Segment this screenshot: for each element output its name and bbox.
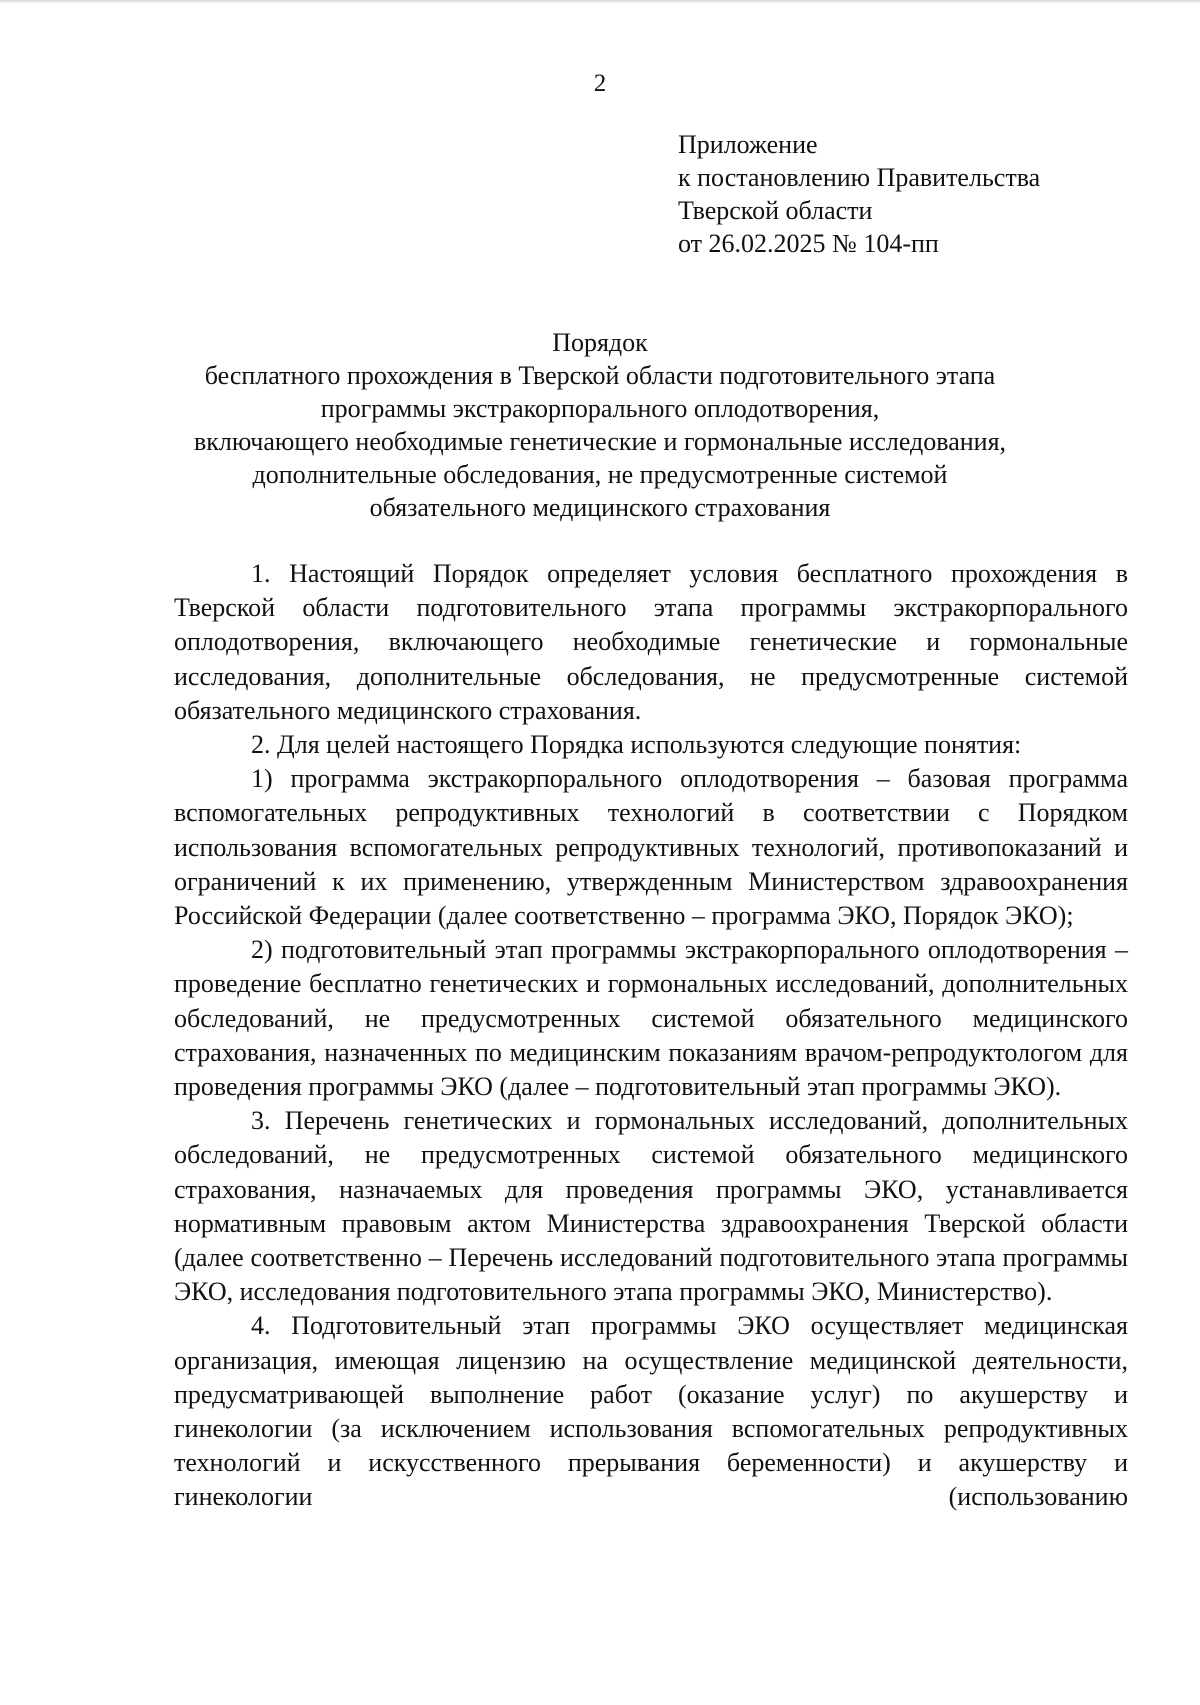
title-heading: Порядок (552, 328, 648, 357)
scan-edge (0, 0, 1200, 4)
appendix-line: Приложение (678, 130, 818, 159)
paragraph-1: 1. Настоящий Порядок определяет условия бесплатного прохождения в Тверской области подготовительного этапа программы экстракорпорального оплодотворения, включающего необходимые генетические и гормональные исследования, дополнительные обследования, не предусмотренные системой обязательного медицинского страхования. (174, 559, 1128, 725)
title-line: обязательного медицинского страхования (369, 493, 831, 522)
title-line: программы экстракорпорального оплодотворения, (320, 394, 880, 423)
paragraph-2: 2. Для целей настоящего Порядка используются следующие понятия: (251, 730, 1022, 760)
document-body (174, 557, 1128, 1515)
appendix-header (678, 128, 1040, 260)
paragraph-2-item-2: 2) подготовительный этап программы экстракорпорального оплодотворения – проведение бесплатно генетических и гормональных исследований, дополнительных обследований, не предусмотренных системой обязательного медицинского страхования, назначенных по медицинским показаниям врачом-репродуктологом для проведения программы ЭКО (далее – подготовительный этап программы ЭКО). (174, 935, 1128, 1102)
title-line: включающего необходимые генетические и гормональные исследования, (193, 427, 1007, 456)
title-line: дополнительные обследования, не предусмотренные системой (252, 460, 948, 489)
title-line: бесплатного прохождения в Тверской области подготовительного этапа (204, 361, 996, 390)
paragraph-4: 4. Подготовительный этап программы ЭКО осуществляет медицинская организация, имеющая лицензию на осуществление медицинской деятельности, предусматривающей выполнение работ (оказание услуг) по акушерству и гинекологии (за исключением использования вспомогательных репродуктивных технологий и искусственного прерывания беременности) и акушерству и гинекологии (использованию (174, 1311, 1128, 1512)
page-number: 2 (593, 70, 607, 97)
document-title (150, 326, 1050, 524)
appendix-line: Тверской области (678, 196, 873, 225)
paragraph-2-item-1: 1) программа экстракорпорального оплодотворения – базовая программа вспомогательных репродуктивных технологий в соответствии с Порядком использования вспомогательных репродуктивных технологий, противопоказаний и ограничений к их применению, утвержденным Министерством здравоохранения Российской Федерации (далее соответственно – программа ЭКО, Порядок ЭКО); (174, 764, 1128, 931)
paragraph-3: 3. Перечень генетических и гормональных исследований, дополнительных обследований, не предусмотренных системой обязательного медицинского страхования, назначаемых для проведения программы ЭКО, устанавливается нормативным правовым актом Министерства здравоохранения Тверской области (далее соответственно – Перечень исследований подготовительного этапа программы ЭКО, исследования подготовительного этапа программы ЭКО, Министерство). (174, 1106, 1128, 1307)
appendix-line: от 26.02.2025 № 104-пп (678, 229, 939, 258)
appendix-line: к постановлению Правительства (678, 163, 1041, 192)
